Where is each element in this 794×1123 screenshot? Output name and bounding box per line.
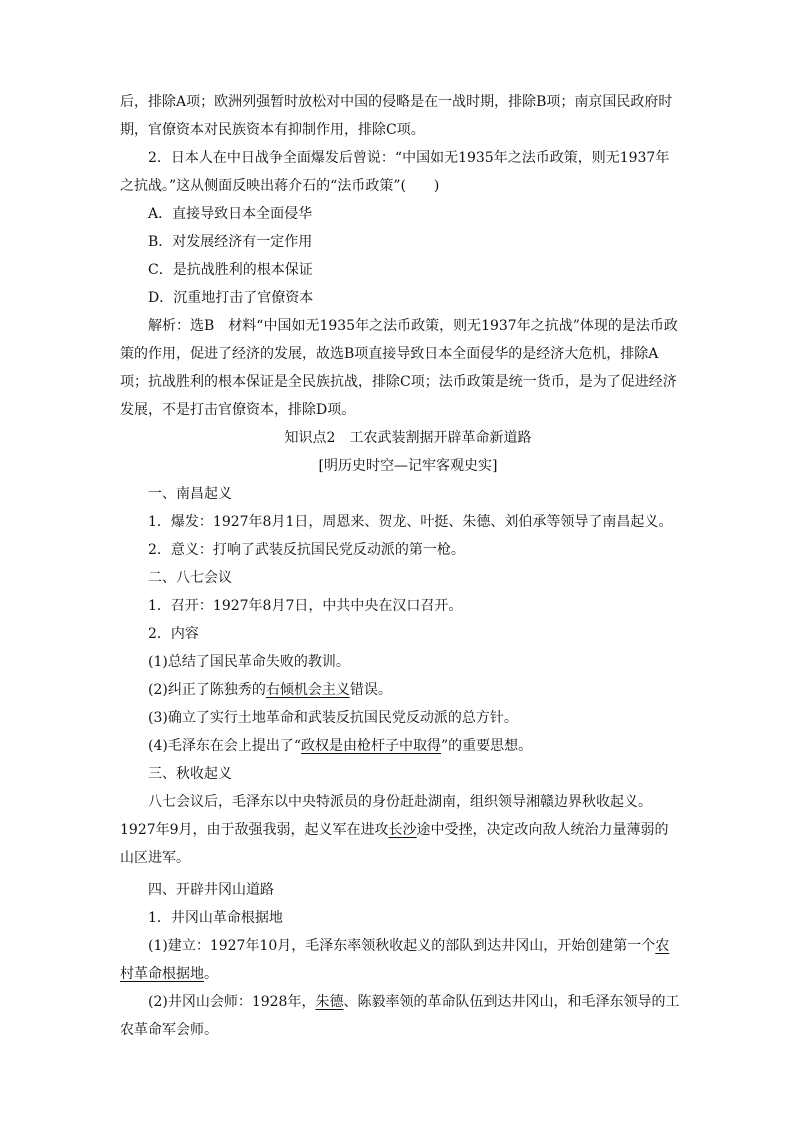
nanchang-outbreak: 1．爆发：1927年8月1日，周恩来、贺龙、叶挺、朱德、刘伯承等领导了南昌起义。 [148,514,673,530]
heading-jinggangshan-road: 四、开辟井冈山道路 [148,882,274,898]
jinggangshan-establishment: (1)建立：1927年10月，毛泽东率领秋收起义的部队到达井冈山，开始创建第一个农村革命根据地。 [120,938,670,982]
question-2-analysis: 解析：选B 材料“中国如无1935年之法币政策，则无1937年之抗战”体现的是法币政策的作用，促进了经济的发展，故选B项直接导致日本全面侵华的是经济大危机，排除A项；抗战胜利的根本保证是全民族抗战，排除C项；法币政策是统一货币，是为了促进经济发展，不是打击官僚资本，排除D项。 [120,318,678,418]
document-page [120,88,680,1044]
meeting-content-4: (4)毛泽东在会上提出了“政权是由枪杆子中取得”的重要思想。 [148,738,533,754]
option-b: B．对发展经济有一定作用 [148,234,313,250]
meeting-content-2: (2)纠正了陈独秀的右倾机会主义错误。 [148,682,392,698]
underlined-term: 农村革命根据地 [120,938,670,982]
meeting-content-label: 2．内容 [148,626,199,642]
jinggangshan-base-label: 1．井冈山革命根据地 [148,910,283,926]
option-d: D．沉重地打击了官僚资本 [148,290,314,306]
underlined-term: 长沙 [388,822,417,838]
jinggangshan-meeting: (2)井冈山会师：1928年，朱德、陈毅率领的革命队伍到达井冈山，和毛泽东领导的工农革命军会师。 [120,994,680,1038]
option-a: A．直接导致日本全面侵华 [148,206,313,222]
meeting-content-3: (3)确立了实行土地革命和武装反抗国民党反动派的总方针。 [148,710,518,726]
underlined-term: 右倾机会主义 [265,682,350,698]
question-2-stem: 2．日本人在中日战争全面爆发后曾说：“中国如无1935年之法币政策，则无1937年之抗战。”这从侧面反映出蒋介石的“法币政策”( ) [120,150,670,194]
underlined-term: 朱德 [315,994,344,1010]
option-c: C．是抗战胜利的根本保证 [148,262,313,278]
section-subheading: [明历史时空—记牢客观史实] [318,458,498,474]
meeting-convened: 1．召开：1927年8月7日，中共中央在汉口召开。 [148,598,463,614]
underlined-term: 政权是由枪杆子中取得 [301,738,441,754]
answer-analysis-continued: 后，排除A项；欧洲列强暂时放松对中国的侵略是在一战时期，排除B项；南京国民政府时期，官僚资本对民族资本有抑制作用，排除C项。 [120,94,673,138]
meeting-content-1: (1)总结了国民革命失败的教训。 [148,654,350,670]
heading-autumn-harvest-uprising: 三、秋收起义 [148,766,232,782]
autumn-harvest-paragraph: 八七会议后，毛泽东以中央特派员的身份赶赴湖南，组织领导湘赣边界秋收起义。1927年9月，由于敌强我弱，起义军在进攻长沙途中受挫，决定改向敌人统治力量薄弱的山区进军。 [120,794,669,866]
heading-nanchang-uprising: 一、南昌起义 [148,486,232,502]
heading-august-seventh-meeting: 二、八七会议 [148,570,232,586]
section-heading: 知识点2 工农武装割据开辟革命新道路 [284,430,532,446]
nanchang-significance: 2．意义：打响了武装反抗国民党反动派的第一枪。 [148,542,465,558]
